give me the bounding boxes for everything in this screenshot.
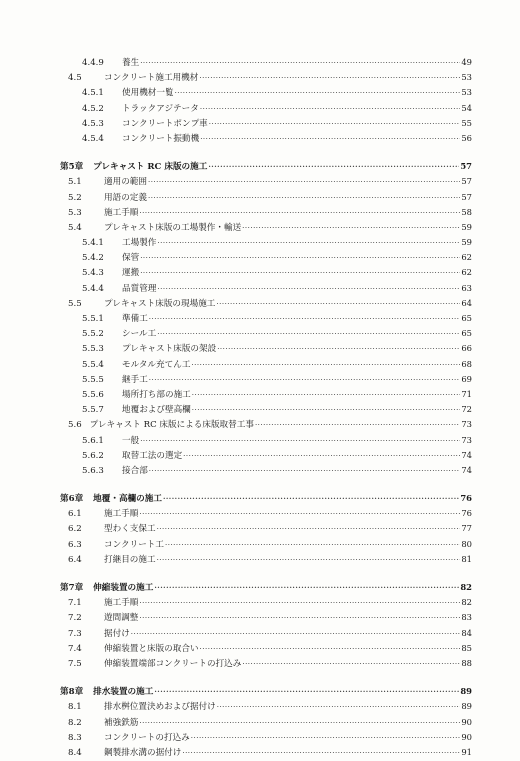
toc-entry-number: 7.5: [68, 658, 82, 669]
toc-entry-page-number: 89: [460, 686, 472, 697]
toc-entry-number: 8.3: [68, 732, 82, 743]
toc-entry-title: プレキャスト RC 床版による床版取替工事: [89, 420, 254, 431]
toc-entry-number: 4.4.9: [82, 58, 104, 68]
toc-entry[interactable]: [60, 235, 472, 250]
dot-leader: [157, 553, 461, 568]
toc-entry-title: 運搬: [122, 268, 140, 279]
toc-entry[interactable]: [60, 357, 472, 372]
toc-entry-page-number: 65: [461, 328, 472, 339]
toc-entry[interactable]: [60, 402, 472, 417]
toc-entry-title: 鋼製排水溝の据付け: [104, 747, 182, 758]
toc-entry-title: 取替工法の選定: [122, 450, 183, 461]
toc-entry-page-number: 54: [461, 102, 472, 113]
toc-entry-page-number: 81: [461, 553, 472, 564]
toc-entry-title: 接合部: [122, 465, 148, 476]
dot-leader: [157, 522, 461, 537]
toc-entry-title: 工場製作: [122, 238, 157, 249]
toc-entry-page-number: 90: [461, 731, 472, 742]
dot-leader: [191, 731, 461, 746]
toc-entry[interactable]: [60, 506, 472, 521]
toc-entry-page-number: 66: [461, 343, 472, 354]
toc-entry[interactable]: [60, 296, 472, 311]
toc-entry-number: 5.5.2: [82, 329, 104, 340]
toc-chapter-entry[interactable]: [60, 580, 472, 595]
toc-entry-number: 4.5.2: [82, 103, 104, 114]
toc-entry-title: 保管: [122, 253, 140, 264]
toc-entry-page-number: 59: [461, 237, 472, 248]
toc-entry-number: 5.1: [68, 177, 82, 188]
table-of-contents: [60, 55, 472, 760]
toc-entry-title: 伸縮装置と床版の取合い: [104, 643, 199, 654]
toc-entry-title: 地覆および壁高欄: [122, 405, 191, 416]
toc-entry-number: 6.1: [68, 509, 82, 520]
toc-entry-page-number: 90: [461, 716, 472, 727]
toc-entry-page-number: 76: [460, 493, 472, 504]
toc-entry-number: 4.5.1: [82, 88, 104, 99]
toc-entry-number: 第5章: [60, 162, 84, 173]
dot-leader: [165, 538, 460, 553]
toc-entry-title: 使用機材一覧: [122, 88, 174, 99]
toc-entry-number: 5.5.5: [82, 374, 104, 385]
toc-entry-title: コンクリートポンプ車: [122, 118, 208, 129]
toc-entry[interactable]: [60, 699, 472, 714]
toc-entry-page-number: 53: [461, 87, 472, 98]
toc-entry-page-number: 73: [461, 419, 472, 430]
toc-entry-number: 6.3: [68, 539, 82, 550]
dot-leader: [191, 358, 460, 373]
toc-entry-number: 5.4.3: [82, 268, 104, 279]
toc-entry-number: 4.5.3: [82, 118, 104, 129]
toc-entry[interactable]: [60, 174, 472, 189]
toc-entry[interactable]: [60, 745, 472, 760]
dot-leader: [157, 282, 460, 297]
dot-leader: [154, 580, 459, 595]
dot-leader: [154, 684, 459, 699]
toc-entry[interactable]: [60, 521, 472, 536]
toc-entry[interactable]: [60, 341, 472, 356]
toc-entry-number: 4.5.4: [82, 133, 104, 144]
dot-leader: [216, 297, 460, 312]
toc-entry-number: 8.1: [68, 702, 82, 713]
dot-leader: [209, 117, 461, 132]
toc-entry-number: 5.6.2: [82, 450, 104, 461]
toc-entry-number: 4.5: [68, 73, 82, 84]
toc-entry-title: 施工手順: [104, 509, 139, 520]
toc-entry-title: 養生: [122, 58, 140, 68]
toc-entry-page-number: 63: [461, 282, 472, 293]
toc-entry-title: コンクリート工: [104, 539, 164, 550]
dot-leader: [217, 342, 460, 357]
toc-entry-title: 施工手順: [104, 207, 139, 218]
toc-entry-number: 5.5.7: [82, 405, 104, 416]
toc-entry-page-number: 49: [461, 57, 472, 67]
toc-entry[interactable]: [60, 70, 472, 85]
toc-entry-page-number: 82: [461, 597, 472, 608]
toc-entry[interactable]: [60, 326, 472, 341]
toc-entry-page-number: 57: [461, 176, 472, 187]
toc-entry-page-number: 58: [461, 206, 472, 217]
toc-entry[interactable]: [60, 205, 472, 220]
toc-entry-page-number: 72: [461, 404, 472, 415]
toc-entry-number: 7.1: [68, 598, 82, 609]
toc-entry-page-number: 59: [461, 221, 472, 232]
dot-leader: [149, 464, 461, 479]
toc-entry-page-number: 55: [461, 117, 472, 128]
toc-entry[interactable]: [60, 220, 472, 235]
toc-chapter-entry[interactable]: [60, 491, 472, 506]
dot-leader: [149, 373, 461, 388]
toc-entry-number: 5.4.1: [82, 238, 104, 249]
toc-entry-title: 排水装置の施工: [93, 687, 154, 698]
toc-entry[interactable]: [60, 730, 472, 745]
dot-leader: [140, 434, 460, 449]
toc-entry[interactable]: [60, 281, 472, 296]
dot-leader: [157, 236, 460, 251]
toc-entry-number: 5.6.3: [82, 465, 104, 476]
toc-entry-page-number: 82: [460, 582, 472, 592]
toc-entry-page-number: 74: [461, 464, 472, 475]
toc-entry-number: 第8章: [60, 687, 84, 698]
dot-leader: [255, 418, 460, 433]
toc-entry-number: 5.4.2: [82, 253, 104, 264]
toc-entry[interactable]: [60, 626, 472, 641]
toc-entry[interactable]: [60, 55, 472, 70]
toc-entry-number: 5.5.1: [82, 314, 104, 324]
toc-entry-title: 排水桝位置決めおよび据付け: [104, 702, 216, 713]
toc-entry-page-number: 83: [461, 612, 472, 623]
toc-entry[interactable]: [60, 311, 472, 326]
toc-entry-number: 5.2: [68, 192, 82, 203]
toc-entry-title: 施工手順: [104, 598, 139, 609]
toc-entry-number: 7.4: [68, 643, 82, 654]
toc-entry-page-number: 56: [461, 132, 472, 143]
toc-entry-title: 準備工: [122, 314, 148, 324]
toc-entry-page-number: 76: [461, 508, 472, 519]
dot-leader: [140, 251, 460, 266]
toc-entry-page-number: 68: [461, 358, 472, 369]
toc-entry-title: 適用の範囲: [104, 177, 147, 188]
toc-entry-title: コンクリート施工用機材: [104, 73, 199, 84]
dot-leader: [199, 71, 460, 86]
dot-leader: [175, 86, 461, 101]
toc-entry-page-number: 69: [461, 373, 472, 384]
toc-entry[interactable]: [60, 448, 472, 463]
toc-entry-number: 7.3: [68, 628, 82, 639]
toc-entry-page-number: 57: [460, 161, 472, 172]
toc-entry-title: 場所打ち部の施工: [122, 389, 191, 400]
toc-entry-number: 6.4: [68, 554, 82, 565]
toc-entry-title: コンクリート振動機: [122, 133, 200, 144]
toc-entry[interactable]: [60, 463, 472, 478]
toc-entry-title: 遊間調整: [104, 613, 139, 624]
toc-entry[interactable]: [60, 715, 472, 730]
dot-leader: [140, 56, 460, 71]
dot-leader: [192, 388, 461, 403]
toc-entry-page-number: 62: [461, 252, 472, 263]
dot-leader: [183, 449, 460, 464]
toc-entry-title: プレキャスト RC 床版の施工: [93, 162, 208, 173]
toc-entry-title: 品質管理: [122, 283, 157, 294]
toc-entry[interactable]: [60, 131, 472, 146]
toc-entry-title: 一般: [122, 435, 140, 446]
dot-leader: [139, 611, 460, 626]
toc-entry[interactable]: [60, 610, 472, 625]
toc-entry-number: 5.5.4: [82, 359, 104, 370]
dot-leader: [192, 403, 461, 418]
dot-leader: [139, 596, 460, 611]
toc-entry-title: シール工: [122, 329, 157, 340]
toc-entry[interactable]: [60, 190, 472, 205]
dot-leader: [242, 657, 460, 672]
dot-leader: [208, 159, 459, 174]
toc-entry-page-number: 65: [461, 313, 472, 323]
toc-entry[interactable]: [60, 265, 472, 280]
toc-entry-page-number: 85: [461, 642, 472, 653]
toc-entry-title: プレキャスト床版の工場製作・輸送: [104, 222, 242, 233]
dot-leader: [140, 266, 460, 281]
toc-entry-title: 打継目の施工: [104, 554, 156, 565]
toc-entry[interactable]: [60, 656, 472, 671]
toc-entry-page-number: 64: [461, 297, 472, 308]
toc-entry-page-number: 71: [461, 388, 472, 399]
toc-entry-number: 第7章: [60, 583, 84, 593]
toc-entry-number: 7.2: [68, 613, 82, 624]
toc-entry[interactable]: [60, 641, 472, 656]
toc-entry-number: 6.2: [68, 524, 82, 535]
toc-entry-number: 5.5.3: [82, 344, 104, 355]
toc-entry-number: 5.6.1: [82, 435, 104, 446]
toc-entry-title: プレキャスト床版の架設: [122, 344, 217, 355]
dot-leader: [139, 507, 460, 522]
toc-entry-page-number: 62: [461, 267, 472, 278]
toc-entry-page-number: 73: [461, 434, 472, 445]
toc-entry-page-number: 74: [461, 449, 472, 460]
dot-leader: [157, 327, 460, 342]
toc-entry-page-number: 88: [461, 657, 472, 668]
toc-entry-page-number: 80: [461, 538, 472, 549]
toc-entry-page-number: 77: [461, 523, 472, 534]
toc-chapter-entry[interactable]: [60, 684, 472, 699]
toc-entry[interactable]: [60, 85, 472, 100]
toc-entry[interactable]: [60, 101, 472, 116]
toc-entry[interactable]: [60, 372, 472, 387]
dot-leader: [139, 716, 460, 731]
dot-leader: [242, 221, 460, 236]
toc-entry-title: 地覆・高欄の施工: [93, 494, 162, 505]
toc-entry-page-number: 57: [461, 191, 472, 202]
toc-entry-title: 型わく支保工: [104, 524, 156, 535]
toc-entry-title: 据付け: [104, 628, 130, 639]
toc-entry-title: プレキャスト床版の現場施工: [104, 298, 216, 309]
toc-entry-title: モルタル充てん工: [122, 359, 191, 370]
toc-entry-title: 補強鉄筋: [104, 717, 139, 728]
toc-entry-page-number: 53: [461, 72, 472, 83]
toc-entry-title: 用語の定義: [104, 192, 147, 203]
dot-leader: [163, 491, 459, 506]
toc-entry[interactable]: [60, 250, 472, 265]
toc-entry-title: コンクリートの打込み: [104, 732, 190, 743]
toc-entry[interactable]: [60, 433, 472, 448]
toc-entry-number: 5.5.6: [82, 389, 104, 400]
toc-entry-number: 5.6: [68, 420, 82, 431]
dot-leader: [200, 102, 460, 117]
dot-leader: [182, 746, 460, 761]
toc-entry[interactable]: [60, 387, 472, 402]
toc-entry-title: トラックアジテータ: [122, 103, 199, 114]
toc-entry-title: 継手工: [122, 374, 148, 385]
dot-leader: [148, 175, 460, 190]
dot-leader: [200, 132, 460, 147]
toc-entry-page-number: 89: [461, 701, 472, 712]
toc-entry-number: 5.5: [68, 298, 82, 309]
toc-entry[interactable]: [60, 116, 472, 131]
toc-entry-page-number: 91: [461, 746, 472, 757]
toc-entry[interactable]: [60, 595, 472, 610]
toc-entry[interactable]: [60, 552, 472, 567]
toc-entry-number: 5.4.4: [82, 283, 104, 294]
toc-entry[interactable]: [60, 417, 472, 432]
dot-leader: [139, 206, 460, 221]
toc-entry[interactable]: [60, 537, 472, 552]
dot-leader: [217, 700, 461, 715]
dot-leader: [148, 191, 460, 206]
dot-leader: [149, 312, 461, 327]
toc-entry-title: 伸縮装置端部コンクリートの打込み: [104, 658, 242, 669]
dot-leader: [200, 642, 461, 657]
toc-entry-number: 第6章: [60, 494, 84, 505]
toc-entry-page-number: 84: [461, 627, 472, 638]
toc-entry-number: 5.3: [68, 207, 82, 218]
dot-leader: [131, 627, 461, 642]
toc-entry-number: 8.4: [68, 747, 82, 758]
toc-entry-number: 5.4: [68, 222, 82, 233]
toc-entry-title: 伸縮装置の施工: [93, 583, 154, 593]
toc-entry-number: 8.2: [68, 717, 82, 728]
toc-chapter-entry[interactable]: [60, 159, 472, 174]
